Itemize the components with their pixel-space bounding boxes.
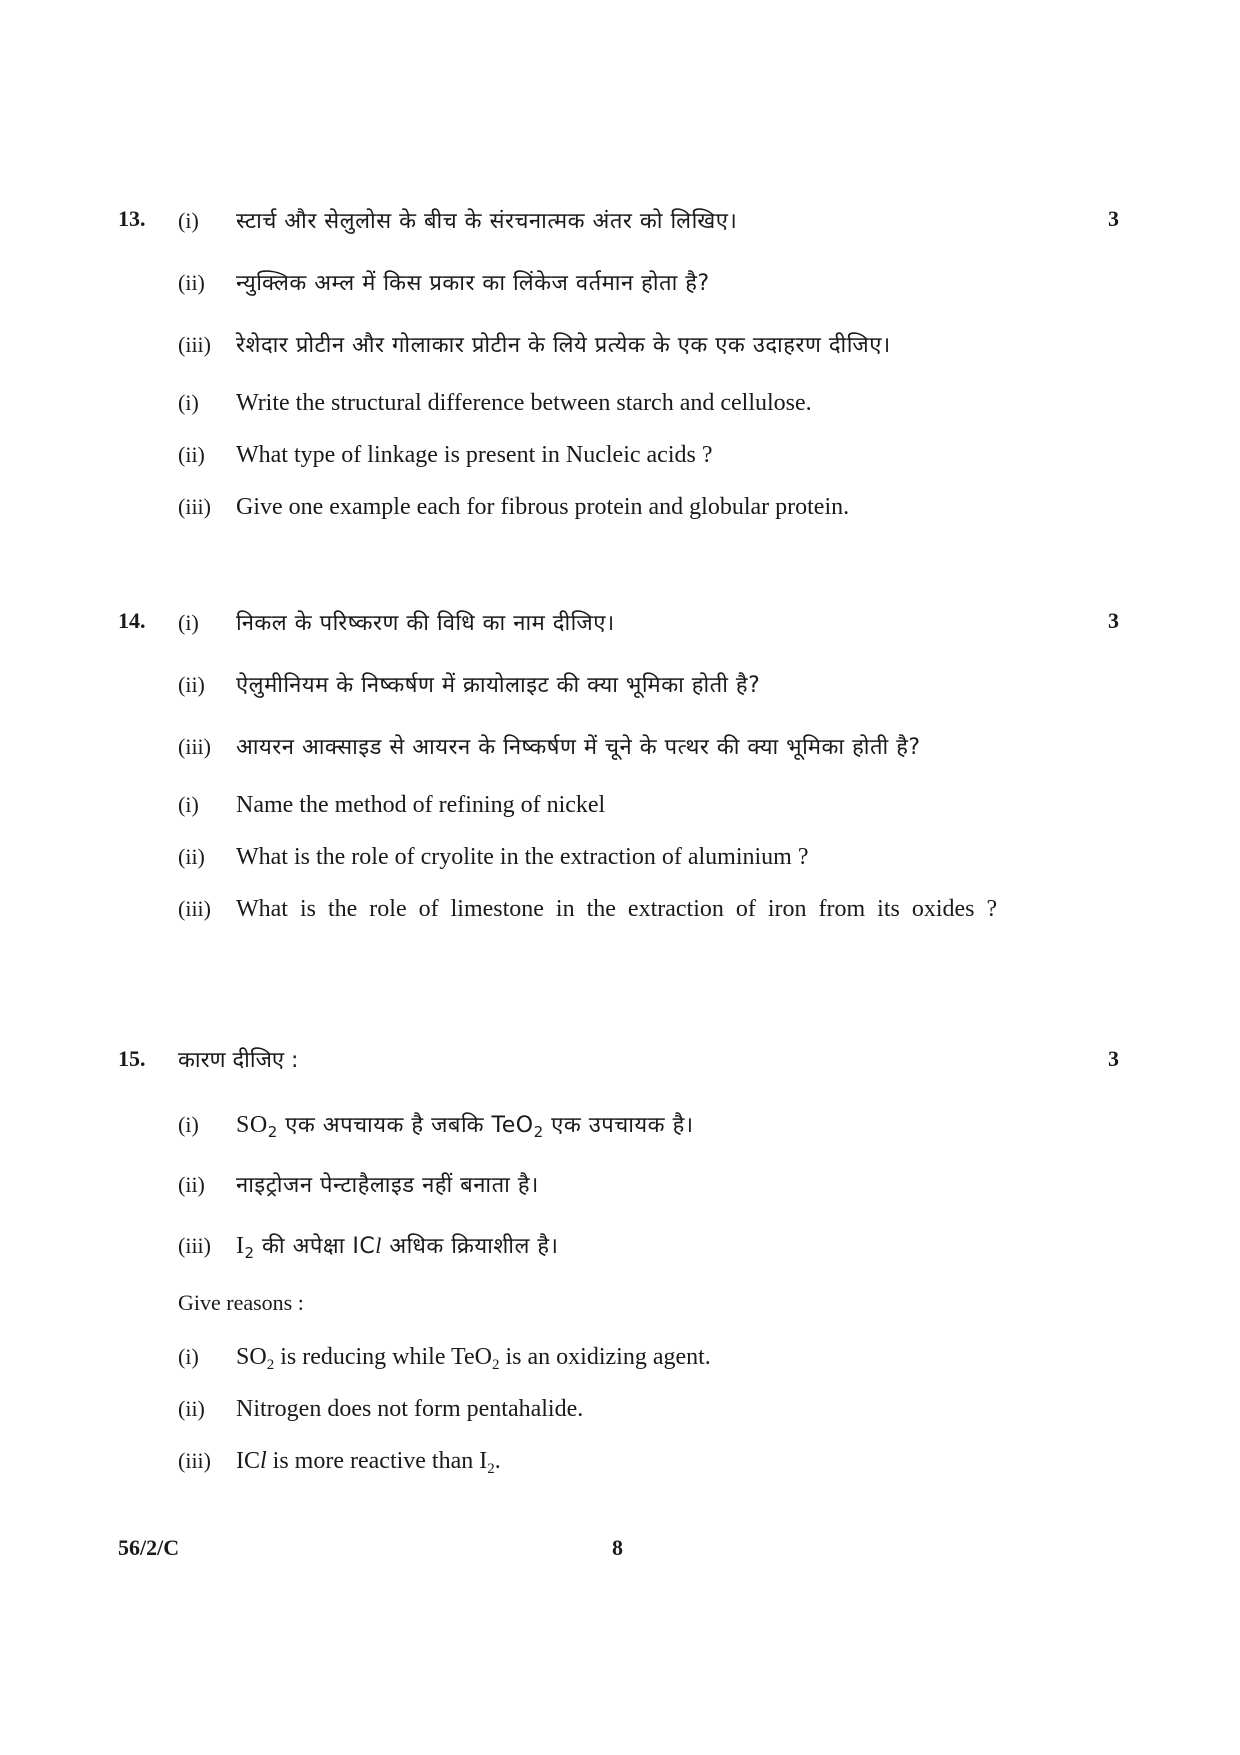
formula-i: I (236, 1233, 245, 1259)
sub-label: (ii) (178, 1172, 205, 1197)
q15-hindi-ii-text: नाइट्रोजन पेन्टाहैलाइड नहीं बनाता है। (236, 1173, 539, 1198)
sub-label: (iii) (178, 734, 211, 759)
sub-label: (i) (178, 610, 199, 635)
sub-label: (ii) (178, 442, 205, 467)
q14-hindi-i-text: निकल के परिष्करण की विधि का नाम दीजिए। (236, 611, 615, 636)
q13-english-iii (178, 490, 1080, 525)
sub-label: (iii) (178, 494, 211, 519)
paper-code: 56/2/C (118, 1535, 180, 1560)
sub-label: (i) (178, 792, 199, 817)
q13-hindi-i-text: स्टार्च और सेलुलोस के बीच के संरचनात्मक अंतर को लिखिए। (236, 209, 738, 234)
sub-label: (i) (178, 390, 199, 415)
sub-label: (ii) (178, 270, 205, 295)
sub-label: (i) (178, 1344, 199, 1369)
italic-l: l (375, 1233, 382, 1258)
subscript: 2 (533, 1123, 544, 1141)
q15-hindi-ii (178, 1168, 1080, 1203)
q15-hindi-heading: कारण दीजिए : (178, 1048, 299, 1073)
q14-english-iii-text: What is the role of limestone in the extraction of iron from its oxides ? (236, 896, 998, 922)
subscript: 2 (244, 1244, 255, 1262)
q13-english-i (178, 386, 1080, 421)
question-number-15: 15. (118, 1046, 146, 1071)
sub-label: (iii) (178, 1233, 211, 1258)
text-segment: is reducing while TeO (274, 1344, 493, 1370)
q14-hindi-iii-text: आयरन आक्साइड से आयरन के निष्कर्षण में चूने के पत्थर की क्या भूमिका होती है? (236, 735, 921, 760)
q13-hindi-ii (178, 266, 1080, 301)
q15-hindi-iii-text (236, 1228, 1080, 1271)
q15-hindi-i-text (236, 1108, 1080, 1150)
q14-hindi-ii-text: ऐलुमीनियम के निष्कर्षण में क्रायोलाइट की क्या भूमिका होती है? (236, 673, 761, 698)
sub-label: (ii) (178, 844, 205, 869)
text-segment: is more reactive than I (266, 1448, 488, 1474)
q15-english-heading: Give reasons : (178, 1290, 304, 1315)
q15-english-i (178, 1340, 1080, 1383)
q14-english-i-text: Name the method of refining of nickel (236, 792, 606, 818)
marks-13: 3 (1108, 206, 1119, 231)
formula-ic: IC (236, 1448, 260, 1474)
text-segment: एक उपचायक है। (543, 1113, 694, 1138)
formula-so: SO (236, 1344, 267, 1370)
q13-english-ii-text: What type of linkage is present in Nucleic acids ? (236, 442, 713, 468)
marks-15: 3 (1108, 1046, 1119, 1071)
q14-hindi-i (178, 606, 1080, 641)
sub-label: (iii) (178, 896, 211, 921)
subscript: 2 (267, 1123, 278, 1141)
text-segment: is an oxidizing agent. (499, 1344, 711, 1370)
q14-english-iii (178, 892, 1080, 927)
italic-l: l (260, 1448, 267, 1474)
q13-english-ii (178, 438, 1080, 473)
q14-hindi-ii (178, 668, 1080, 703)
q13-english-iii-text: Give one example each for fibrous protein and globular protein. (236, 494, 850, 520)
q13-hindi-i (178, 204, 1080, 239)
sub-label: (iii) (178, 332, 211, 357)
sub-label: (iii) (178, 1448, 211, 1473)
q15-english-i-text (236, 1340, 1080, 1383)
q14-english-i (178, 788, 1080, 823)
sub-label: (ii) (178, 1396, 205, 1421)
sub-label: (ii) (178, 672, 205, 697)
formula-so: SO (236, 1112, 268, 1138)
q13-hindi-iii-text: रेशेदार प्रोटीन और गोलाकार प्रोटीन के लिये प्रत्येक के एक एक उदाहरण दीजिए। (236, 333, 891, 358)
page-number: 8 (612, 1535, 623, 1560)
q15-english-iii (178, 1444, 1080, 1487)
text-segment: एक अपचायक है जबकि TeO (277, 1113, 534, 1138)
q15-hindi-i (178, 1108, 1080, 1150)
marks-14: 3 (1108, 608, 1119, 633)
text-segment: अधिक क्रियाशील है। (381, 1234, 559, 1259)
sub-label: (i) (178, 1112, 199, 1137)
subscript: 2 (266, 1357, 275, 1373)
sub-label: (i) (178, 208, 199, 233)
q15-english-ii-text: Nitrogen does not form pentahalide. (236, 1396, 584, 1422)
q15-english-iii-text (236, 1444, 1080, 1487)
q14-english-ii (178, 840, 1080, 875)
q13-english-i-text: Write the structural difference between starch and cellulose. (236, 390, 812, 416)
text-segment: की अपेक्षा IC (254, 1234, 376, 1259)
q13-hindi-ii-text: न्युक्लिक अम्ल में किस प्रकार का लिंकेज वर्तमान होता है? (236, 271, 710, 296)
q15-english-ii (178, 1392, 1080, 1427)
text-segment: . (494, 1448, 501, 1474)
q14-english-ii-text: What is the role of cryolite in the extraction of aluminium ? (236, 844, 809, 870)
subscript: 2 (487, 1461, 495, 1477)
q15-hindi-iii (178, 1228, 1080, 1271)
q13-hindi-iii (178, 328, 1080, 363)
subscript: 2 (492, 1357, 500, 1373)
question-number-13: 13. (118, 206, 146, 231)
q14-hindi-iii (178, 730, 1080, 765)
question-number-14: 14. (118, 608, 146, 633)
